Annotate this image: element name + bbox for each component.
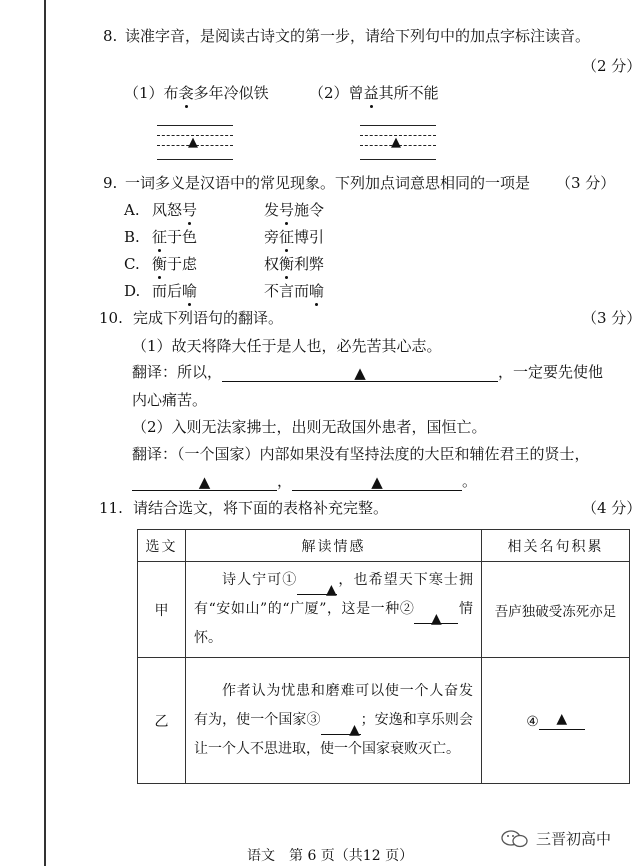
answer-triangle-icon: ▲ xyxy=(371,473,383,491)
answer-triangle-icon: ▲ xyxy=(198,473,211,491)
q10-answer-blank-2[interactable] xyxy=(132,472,277,491)
q9-score: （3 分） xyxy=(556,174,616,192)
table-row xyxy=(138,562,630,658)
table-cell-interpretation: 作者认为忧患和磨难可以使一个人奋发有为，使一个国家③▲；安逸和享乐则会让一个人不思进取，使一个国家衰败灭亡。 xyxy=(186,658,482,784)
q9-number: 9. xyxy=(103,174,118,192)
table-row-label: 乙 xyxy=(138,658,186,784)
q10-score: （3 分） xyxy=(582,309,642,327)
table-row-label: 甲 xyxy=(138,562,186,658)
q8-pinyin-blank-1[interactable] xyxy=(157,125,233,161)
answer-triangle-icon: ▲ xyxy=(556,711,568,727)
watermark-text: 三晋初高中 xyxy=(536,830,612,848)
q10-translation-2-blanks: ▲ ， ▲ 。 xyxy=(132,471,477,491)
q8-item-2: （2）曾益其所不能 xyxy=(309,84,439,102)
q8-score: （2 分） xyxy=(582,57,642,75)
q8-pinyin-blank-2[interactable] xyxy=(360,125,436,161)
q11-answer-blank-4[interactable] xyxy=(539,711,585,730)
q11-stem: 请结合选文，将下面的表格补充完整。 xyxy=(133,499,389,517)
q8-number: 8. xyxy=(103,27,118,45)
q11-number: 11. xyxy=(99,499,123,517)
answer-triangle-icon: ▲ xyxy=(188,135,198,150)
q8-item-1: （1）布衾多年冷似铁 xyxy=(124,84,269,102)
q9-option-d[interactable]: D. 而后喻 不言而喻 xyxy=(124,282,325,300)
q10-translation-2: 翻译：（一个国家）内部如果没有坚持法度的大臣和辅佐君王的贤士， xyxy=(132,445,590,463)
q11-table xyxy=(137,529,630,784)
answer-triangle-icon: ▲ xyxy=(431,611,442,627)
answer-triangle-icon: ▲ xyxy=(391,135,401,150)
table-header-cell: 选文 xyxy=(138,530,186,562)
q10-translation-1: 翻译：所以， ▲ ，一定要先使他 xyxy=(132,363,604,382)
table-cell-interpretation: 诗人宁可①▲，也希望天下寒士拥有“安如山”的“广厦”，这是一种②▲情怀。 xyxy=(186,562,482,658)
q10-sentence-1: （1）故天将降大任于是人也，必先苦其心志。 xyxy=(132,337,442,355)
q10-answer-blank-3[interactable] xyxy=(292,472,462,491)
q10-stem: 完成下列语句的翻译。 xyxy=(133,309,284,327)
binding-margin-line xyxy=(44,0,46,866)
table-header-cell: 相关名句积累 xyxy=(482,530,630,562)
answer-triangle-icon: ▲ xyxy=(349,722,360,738)
page-footer: 语文 第 6 页（共12 页） xyxy=(247,848,414,864)
q10-number: 10. xyxy=(99,309,123,327)
q8-stem: 读准字音，是阅读古诗文的第一步，请给下列句中的加点字标注读音。 xyxy=(125,27,591,45)
answer-triangle-icon: ▲ xyxy=(354,364,366,382)
table-header-cell: 解读情感 xyxy=(186,530,482,562)
table-header-row xyxy=(138,530,630,562)
q9-option-b[interactable]: B. 征于色 旁征博引 xyxy=(124,228,325,246)
q9-option-a[interactable]: A. 风怒号 发号施令 xyxy=(124,201,325,219)
table-cell-quote: 吾庐独破受冻死亦足 xyxy=(482,562,630,658)
q10-translation-1-cont: 内心痛苦。 xyxy=(132,391,208,409)
q11-answer-blank-1[interactable] xyxy=(297,576,337,598)
answer-triangle-icon: ▲ xyxy=(325,582,337,598)
q11-score: （4 分） xyxy=(582,499,642,517)
table-row xyxy=(138,658,630,784)
q11-answer-blank-2[interactable] xyxy=(414,605,458,627)
watermark xyxy=(500,828,611,849)
wechat-icon xyxy=(500,829,530,849)
table-cell-quote: ④ ▲ xyxy=(482,658,630,784)
q9-stem: 一词多义是汉语中的常见现象。下列加点词意思相同的一项是 xyxy=(125,174,531,192)
q9-option-c[interactable]: C. 衡于虑 权衡利弊 xyxy=(124,255,325,273)
q10-answer-blank-1[interactable] xyxy=(222,363,498,382)
q11-answer-blank-3[interactable] xyxy=(321,716,361,738)
q10-sentence-2: （2）入则无法家拂士，出则无敌国外患者，国恒亡。 xyxy=(132,418,487,436)
